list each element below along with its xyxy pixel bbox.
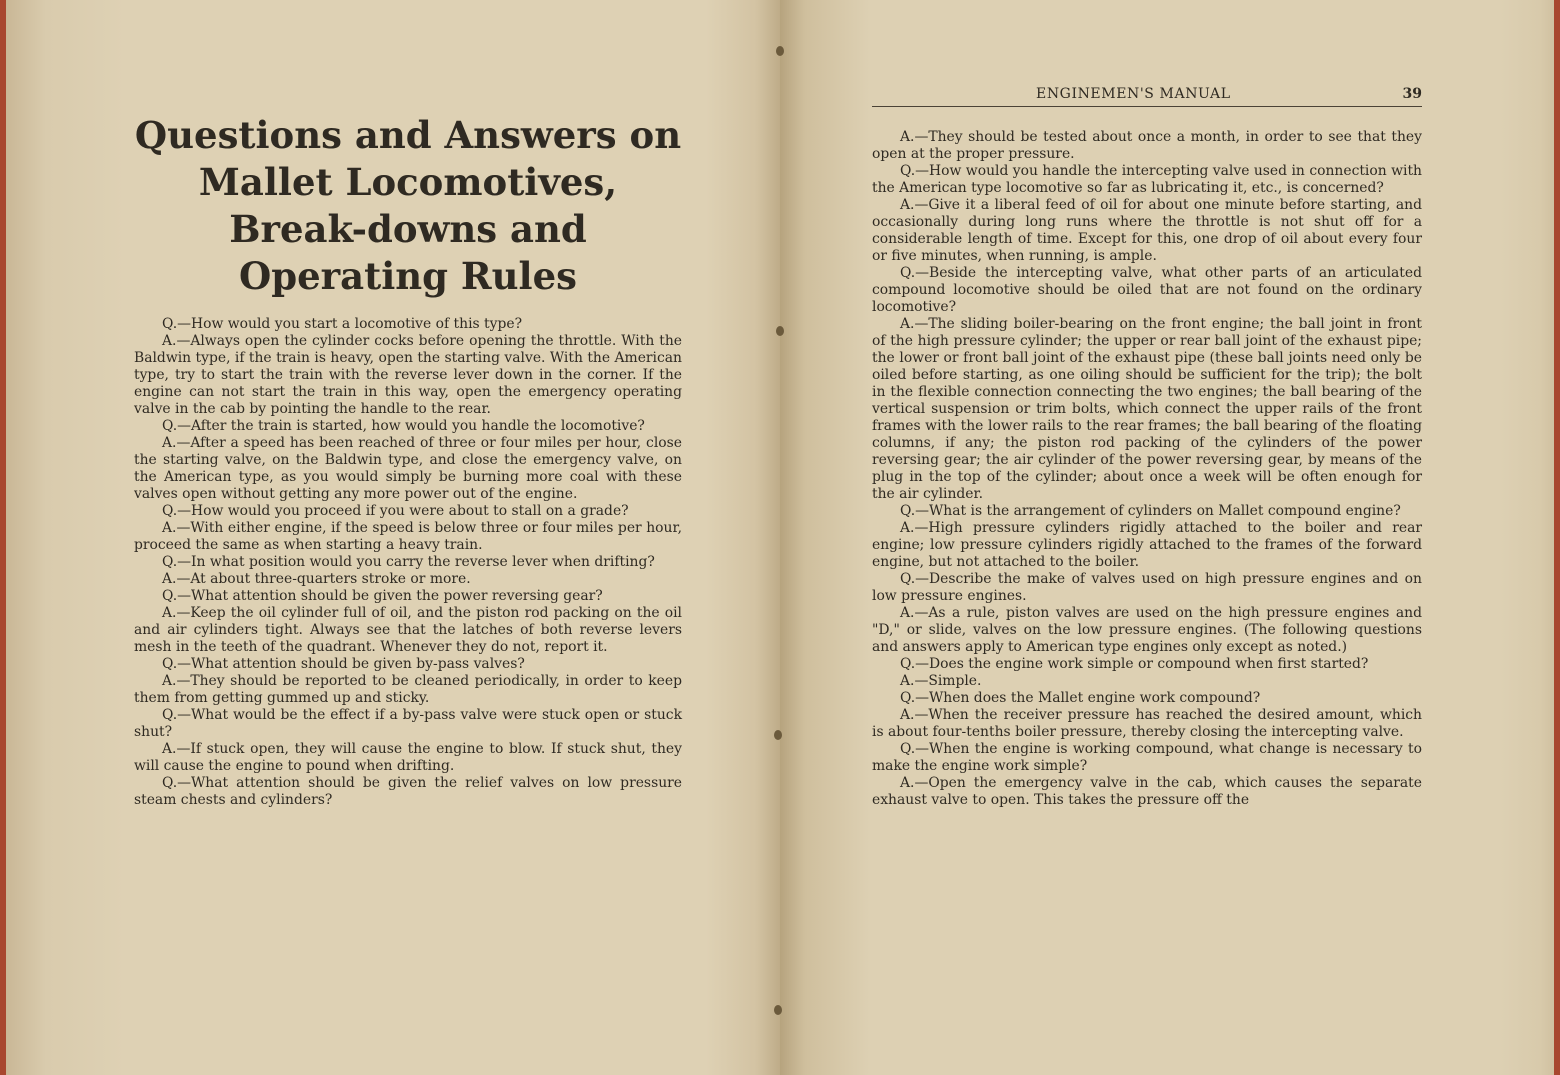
binding-thread-mark	[776, 326, 784, 336]
paragraph: A.—If stuck open, they will cause the engine to blow. If stuck shut, they will cause the engine to pound when drifting.	[134, 741, 682, 774]
paragraph: Q.—After the train is started, how would you handle the locomotive?	[162, 418, 645, 434]
left-page-body	[134, 316, 682, 809]
paragraph: Q.—In what position would you carry the reverse lever when drifting?	[162, 554, 655, 570]
paragraph: A.—As a rule, piston valves are used on the high pressure engines and "D," or slide, valves on the low pressure engines. (The following questions and answers apply to American type engines only except as noted.)	[872, 605, 1422, 655]
paragraph: A.—Open the emergency valve in the cab, which causes the separate exhaust valve to open. This takes the pressure off the	[872, 775, 1422, 808]
paragraph: Q.—What attention should be given by-pass valves?	[162, 656, 525, 672]
paragraph: Q.—Describe the make of valves used on high pressure engines and on low pressure engines.	[872, 571, 1422, 604]
paragraph: A.—At about three-quarters stroke or more.	[162, 571, 471, 587]
paragraph: Q.—How would you proceed if you were about to stall on a grade?	[162, 503, 629, 519]
running-head	[872, 86, 1422, 107]
paragraph: Q.—When the engine is working compound, what change is necessary to make the engine work simple?	[872, 741, 1422, 774]
right-page-body	[872, 129, 1422, 809]
paragraph: Q.—When does the Mallet engine work compound?	[900, 690, 1261, 706]
page-number: 39	[1402, 86, 1422, 102]
paragraph: Q.—What attention should be given the power reversing gear?	[162, 588, 603, 604]
paragraph: A.—When the receiver pressure has reached the desired amount, which is about four-tenths boiler pressure, thereby closing the intercepting valve.	[872, 707, 1422, 740]
paragraph: Q.—What is the arrangement of cylinders on Mallet compound engine?	[900, 503, 1401, 519]
binding-thread-mark	[774, 1005, 782, 1015]
paragraph: A.—They should be tested about once a month, in order to see that they open at the proper pressure.	[872, 129, 1422, 162]
binding-thread-mark	[776, 46, 784, 56]
paragraph: Q.—How would you start a locomotive of this type?	[162, 316, 523, 332]
paragraph: A.—After a speed has been reached of three or four miles per hour, close the starting valve, on the Baldwin type, and close the emergency valve, on the American type, as you would simply be burning more coal with these valves open without getting any more power out of the engine.	[134, 435, 682, 502]
paragraph: A.—Keep the oil cylinder full of oil, and the piston rod packing on the oil and air cylinders tight. Always see that the latches of both reverse levers mesh in the teeth of the quadrant. Whenever they do not, report it.	[134, 605, 682, 655]
paragraph: A.—With either engine, if the speed is below three or four miles per hour, proceed the same as when starting a heavy train.	[134, 520, 682, 553]
binding-thread-mark	[774, 730, 782, 740]
paragraph: Q.—Does the engine work simple or compound when first started?	[900, 656, 1369, 672]
paragraph: Q.—What attention should be given the relief valves on low pressure steam chests and cylinders?	[134, 775, 682, 808]
paragraph: A.—High pressure cylinders rigidly attached to the boiler and rear engine; low pressure cylinders rigidly attached to the frames of the forward engine, but not attached to the boiler.	[872, 520, 1422, 570]
paragraph: Q.—How would you handle the intercepting valve used in connection with the American type locomotive so far as lubricating it, etc., is concerned?	[872, 163, 1422, 196]
paragraph: A.—Give it a liberal feed of oil for about one minute before starting, and occasionally during long runs where the throttle is not shut off for a considerable length of time. Except for this, one drop of oil about every four or five minutes, when running, is ample.	[872, 197, 1422, 264]
paragraph: A.—They should be reported to be cleaned periodically, in order to keep them from getting gummed up and sticky.	[134, 673, 682, 706]
paragraph: A.—Simple.	[900, 673, 982, 689]
paragraph: A.—The sliding boiler-bearing on the front engine; the ball joint in front of the high pressure cylinder; the upper or rear ball joint of the exhaust pipe; the lower or front ball joint of the exhaust pipe (these ball joints need only be oiled before starting, as one oiling should be sufficient for the trip); the bolt in the flexible connection connecting the two engines; the ball bearing of the vertical suspension or trim bolts, which connect the upper rails of the front frames with the lower rails to the rear frames; the ball bearing of the floating columns, if any; the piston rod packing of the cylinders of the power reversing gear; the air cylinder of the power reversing gear, by means of the plug in the top of the cylinder; about once a week will be often enough for the air cylinder.	[872, 316, 1422, 502]
paragraph: Q.—What would be the effect if a by-pass valve were stuck open or stuck shut?	[134, 707, 682, 740]
paragraph: Q.—Beside the intercepting valve, what other parts of an articulated compound locomotive should be oiled that are not found on the ordinary locomotive?	[872, 265, 1422, 315]
chapter-title: Questions and Answers on Mallet Locomotives, Break-downs and Operating Rules	[134, 113, 682, 298]
paragraph: A.—Always open the cylinder cocks before opening the throttle. With the Baldwin type, if the train is heavy, open the starting valve. With the American type, try to start the train with the reverse lever down in the corner. If the engine can not start the train in this way, open the emergency operating valve in the cab by pointing the handle to the rear.	[134, 333, 682, 417]
running-head-title: ENGINEMEN'S MANUAL	[1036, 86, 1231, 102]
